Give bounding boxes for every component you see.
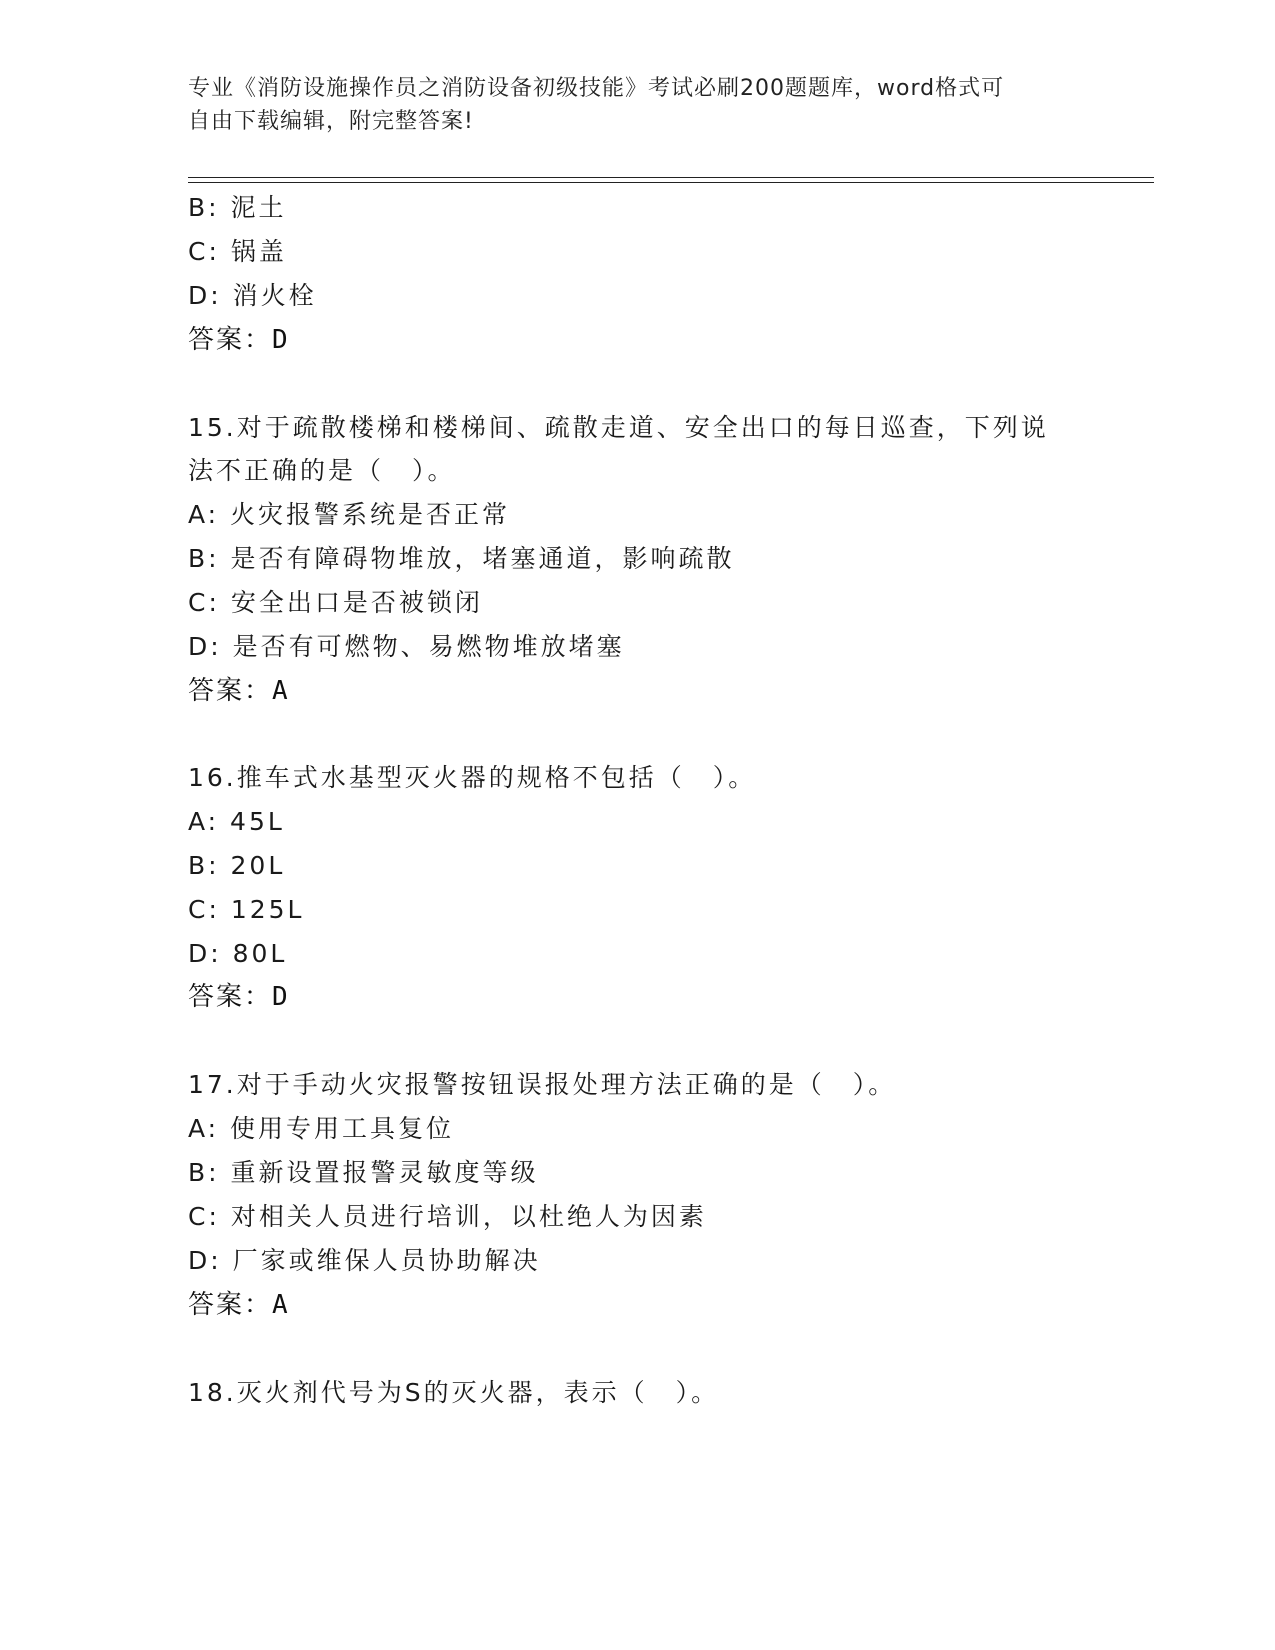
answer-label: 答案： bbox=[188, 1290, 273, 1320]
answer-value: A bbox=[272, 676, 290, 706]
document-header bbox=[188, 72, 1068, 138]
question-15-answer bbox=[188, 676, 290, 706]
answer-value: D bbox=[272, 982, 290, 1012]
question-16-option-a: A: 45L bbox=[188, 807, 285, 836]
question-15-option-a: A: 火灾报警系统是否正常 bbox=[188, 500, 511, 529]
answer-value: A bbox=[272, 1290, 290, 1320]
question-15-option-c: C: 安全出口是否被锁闭 bbox=[188, 588, 483, 617]
answer-value: D bbox=[272, 325, 290, 355]
question-16-answer bbox=[188, 982, 290, 1012]
question-17-stem: 17.对于手动火灾报警按钮误报处理方法正确的是（ ）。 bbox=[188, 1070, 897, 1099]
header-line-2: 自由下载编辑，附完整答案! bbox=[188, 109, 474, 134]
question-16-stem: 16.推车式水基型灭火器的规格不包括（ ）。 bbox=[188, 763, 757, 792]
answer-label: 答案： bbox=[188, 982, 273, 1012]
question-18-stem: 18.灭火剂代号为S的灭火器，表示（ ）。 bbox=[188, 1378, 720, 1407]
question-15-stem-line-1: 15.对于疏散楼梯和楼梯间、疏散走道、安全出口的每日巡查，下列说 bbox=[188, 413, 1049, 442]
option-d: D: 消火栓 bbox=[188, 281, 317, 310]
header-line-1: 专业《消防设施操作员之消防设备初级技能》考试必刷200题题库，word格式可 bbox=[188, 76, 1005, 101]
option-b: B: 泥土 bbox=[188, 193, 287, 222]
question-16-option-b: B: 20L bbox=[188, 851, 286, 880]
question-17-option-c: C: 对相关人员进行培训，以杜绝人为因素 bbox=[188, 1202, 707, 1231]
option-c: C: 锅盖 bbox=[188, 237, 287, 266]
answer-line bbox=[188, 325, 290, 355]
question-16-option-c: C: 125L bbox=[188, 895, 305, 924]
question-15-stem-line-2: 法不正确的是（ ）。 bbox=[188, 456, 456, 485]
question-15-option-d: D: 是否有可燃物、易燃物堆放堵塞 bbox=[188, 632, 625, 661]
question-16-option-d: D: 80L bbox=[188, 939, 288, 968]
question-17-answer bbox=[188, 1290, 290, 1320]
answer-label: 答案： bbox=[188, 325, 273, 355]
answer-label: 答案： bbox=[188, 676, 273, 706]
question-15-option-b: B: 是否有障碍物堆放，堵塞通道，影响疏散 bbox=[188, 544, 735, 573]
header-rule-top bbox=[188, 177, 1154, 178]
question-17-option-a: A: 使用专用工具复位 bbox=[188, 1114, 455, 1143]
question-17-option-d: D: 厂家或维保人员协助解决 bbox=[188, 1246, 541, 1275]
header-rule-bottom bbox=[188, 182, 1154, 183]
question-17-option-b: B: 重新设置报警灵敏度等级 bbox=[188, 1158, 539, 1187]
